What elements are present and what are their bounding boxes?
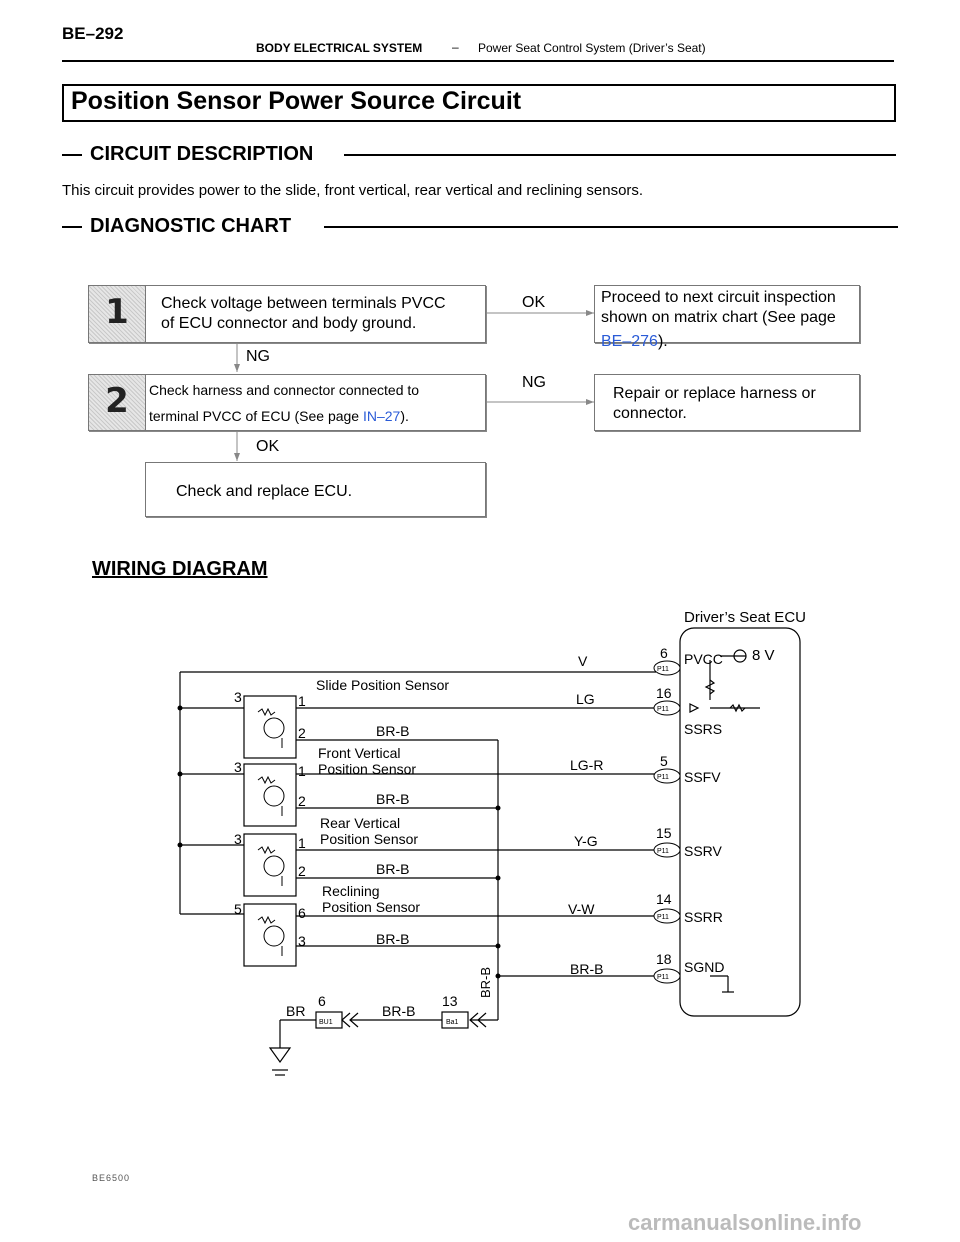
ecu-conn-ssrr: P11	[657, 914, 669, 921]
sensor-rear-pin-top: 3	[234, 831, 242, 847]
step-2-box	[88, 374, 486, 431]
result-2-line2: connector.	[613, 405, 687, 422]
figure-code: BE6500	[92, 1173, 131, 1183]
diagnostic-chart-title: DIAGNOSTIC CHART	[90, 215, 292, 237]
conn-bu1-pin: 6	[318, 993, 326, 1009]
ecu-pin-ssrv: 15	[656, 825, 672, 841]
sensor-slide-pin-gnd: 2	[298, 725, 306, 741]
ecu-title: Driver’s Seat ECU	[684, 609, 806, 626]
step-3-text: Check and replace ECU.	[176, 483, 353, 500]
ecu-term-ssrs: SSRS	[684, 721, 723, 737]
result-2-box	[594, 374, 860, 431]
step-1-line1: Check voltage between terminals PVCC	[161, 295, 446, 312]
step-2-line1: Check harness and connector connected to	[149, 382, 420, 398]
ground-wire-brb: BR-B	[382, 1003, 416, 1019]
sensor-slide-name: Slide Position Sensor	[316, 677, 450, 693]
ecu-conn-ssfv: P11	[657, 774, 669, 781]
ecu-outline	[680, 628, 800, 1016]
ecu-pin-ssrr: 14	[656, 891, 672, 907]
conn-ba1-pin: 13	[442, 993, 458, 1009]
step-2-number: 2	[89, 375, 146, 430]
ecu-pin-ssrs: 16	[656, 685, 672, 701]
sensor-slide-gnd-wire: BR-B	[376, 723, 410, 739]
wire-ssrs: LG	[576, 691, 595, 707]
ecu-pin-ssfv: 5	[660, 753, 668, 769]
step-2-ok-label: OK	[256, 438, 280, 455]
step-1-ok-label: OK	[522, 294, 546, 311]
header-topic: Power Seat Control System (Driver’s Seat)	[478, 41, 706, 55]
sensor-rear-gnd-wire: BR-B	[376, 861, 410, 877]
ecu-pin-sgnd: 18	[656, 951, 672, 967]
sensor-front-pin-gnd: 2	[298, 793, 306, 809]
wire-ssrr: V-W	[568, 901, 595, 917]
wire-ssfv: LG-R	[570, 757, 604, 773]
sensor-recline-gnd-wire: BR-B	[376, 931, 410, 947]
conn-ba1: Ba1	[446, 1019, 459, 1026]
step-2-tail: ).	[400, 408, 409, 424]
header-separator: –	[452, 40, 459, 54]
vertical-wire-label: BR-B	[478, 966, 493, 998]
ecu-term-sgnd: SGND	[684, 959, 725, 975]
sensor-slide-pin-top: 3	[234, 689, 242, 705]
ecu-term-ssrv: SSRV	[684, 843, 722, 859]
result-1-box	[594, 285, 860, 350]
step-3-box	[145, 462, 486, 517]
circuit-description-text: This circuit provides power to the slide, front vertical, rear vertical and reclining sensors.	[62, 182, 644, 199]
result-1-line1: Proceed to next circuit inspection	[601, 289, 836, 306]
step-1-number: 1	[89, 286, 146, 342]
watermark: carmanualsonline.info	[628, 1210, 862, 1235]
wire-ssrv: Y-G	[574, 833, 598, 849]
step-2-page-link[interactable]: IN–27	[362, 408, 401, 424]
step-2-line2: terminal PVCC of ECU (See page	[149, 408, 363, 424]
step-1-ng-label: NG	[246, 348, 270, 365]
sensor-rear-name1: Rear Vertical	[320, 815, 401, 831]
step-2-ng-label: NG	[522, 374, 546, 391]
sensor-recline-pin-gnd: 3	[298, 933, 306, 949]
wire-sgnd: BR-B	[570, 961, 604, 977]
ecu-term-pvcc: PVCC	[684, 651, 723, 667]
result-1-line2: shown on matrix chart (See page	[601, 309, 836, 326]
sensor-recline-pin-sig: 6	[298, 905, 306, 921]
result-1-tail: ).	[657, 333, 668, 350]
sensor-recline-name2: Position Sensor	[322, 899, 421, 915]
circuit-description-title: CIRCUIT DESCRIPTION	[90, 143, 314, 165]
page-number: BE–292	[62, 24, 124, 43]
sensor-front-name2: Position Sensor	[318, 761, 417, 777]
ground-wire-br: BR	[286, 1003, 306, 1019]
page-title: Position Sensor Power Source Circuit	[71, 87, 522, 115]
header-section: BODY ELECTRICAL SYSTEM	[256, 41, 423, 55]
step-1-line2: of ECU connector and body ground.	[161, 315, 417, 332]
sensor-recline-pin-top: 5	[234, 901, 242, 917]
sensor-front-name1: Front Vertical	[318, 745, 401, 761]
ecu-conn-ssrs: P11	[657, 706, 669, 713]
ecu-conn-ssrv: P11	[657, 848, 669, 855]
ecu-term-ssfv: SSFV	[684, 769, 721, 785]
step-1-box	[88, 285, 486, 343]
ecu-term-ssrr: SSRR	[684, 909, 723, 925]
sensor-rear-name2: Position Sensor	[320, 831, 419, 847]
result-1-page-link[interactable]: BE–276	[601, 333, 658, 350]
wire-pvcc: V	[578, 653, 588, 669]
sensor-front-pin-top: 3	[234, 759, 242, 775]
ecu-voltage: 8 V	[752, 647, 775, 664]
sensor-front-pin-sig: 1	[298, 763, 306, 779]
sensor-recline-name1: Reclining	[322, 883, 380, 899]
ecu-conn-pvcc: P11	[657, 666, 669, 673]
wiring-diagram-title: WIRING DIAGRAM	[92, 558, 268, 580]
result-2-line1: Repair or replace harness or	[613, 385, 816, 402]
ecu-pin-pvcc: 6	[660, 645, 668, 661]
wiring-diagram	[0, 600, 960, 1100]
sensor-rear-pin-sig: 1	[298, 835, 306, 851]
sensor-front-gnd-wire: BR-B	[376, 791, 410, 807]
ecu-conn-sgnd: P11	[657, 974, 669, 981]
sensor-slide-pin-sig: 1	[298, 693, 306, 709]
conn-bu1: BU1	[319, 1019, 333, 1026]
sensor-rear-pin-gnd: 2	[298, 863, 306, 879]
